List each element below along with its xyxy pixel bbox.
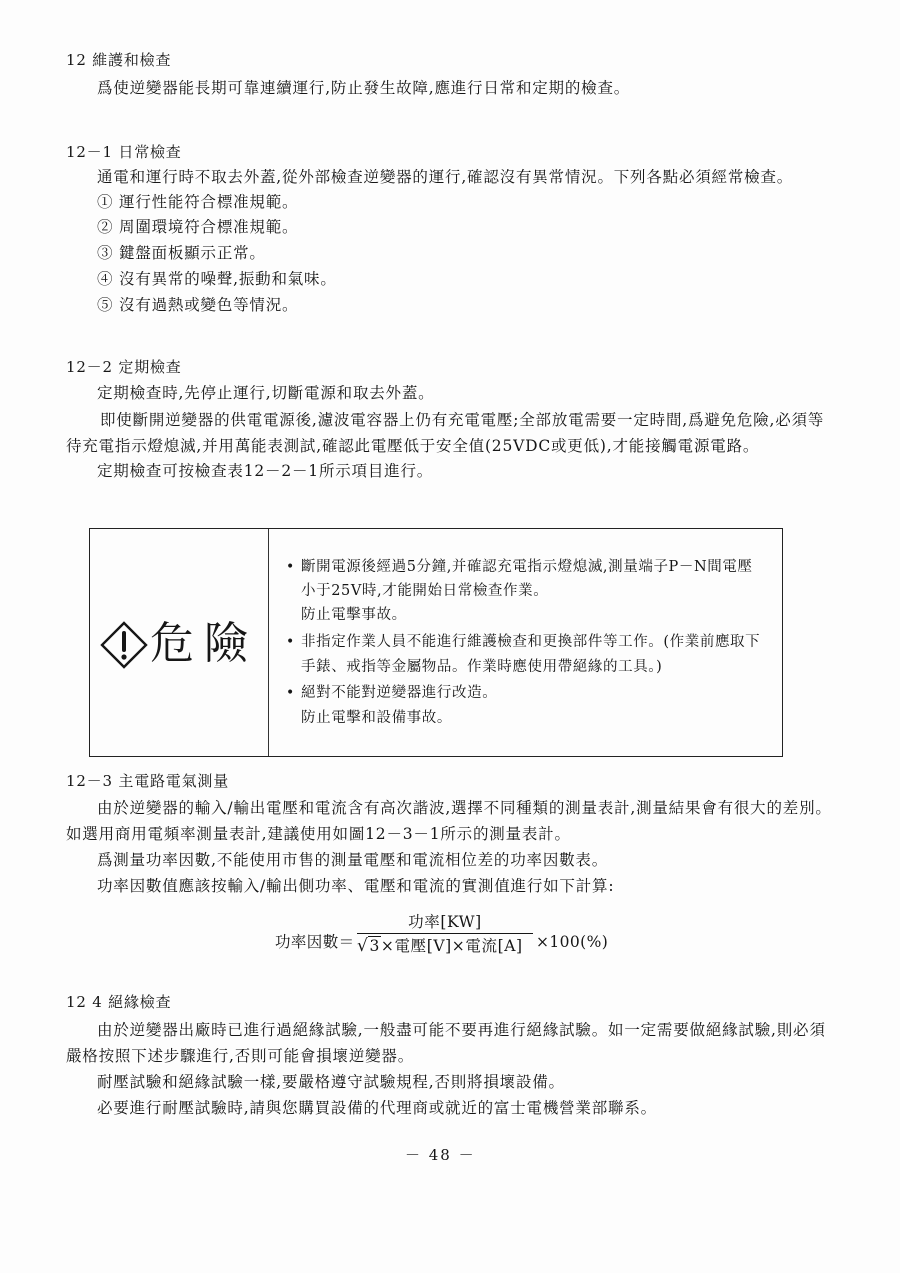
denominator-rest: ×電壓[V]×電流[A] xyxy=(380,937,523,955)
danger-warning-box xyxy=(89,528,783,757)
formula-factor: ×100(%) xyxy=(536,933,609,951)
chapter-intro: 爲使逆變器能長期可靠連續運行,防止發生故障,應進行日常和定期的檢查。 xyxy=(97,79,631,97)
fraction-bar xyxy=(357,933,533,934)
formula-fraction xyxy=(357,912,533,956)
warning-line: 手錶、戒指等金屬物品。作業時應使用帶絕緣的工具。) xyxy=(301,659,663,675)
page-number: － 48 － xyxy=(405,1146,476,1164)
paragraph-line: 功率因數值應該按輸入/輸出側功率、電壓和電流的實測值進行如下計算: xyxy=(97,877,615,895)
warning-diamond-icon xyxy=(100,621,148,669)
paragraph-line: 由於逆變器出廠時已進行過絕緣試驗,一般盡可能不要再進行絕緣試驗。如一定需要做絕緣試驗,則必須 xyxy=(97,1021,826,1039)
formula-numerator: 功率[KW] xyxy=(408,913,482,931)
warning-line: 防止電擊事故。 xyxy=(301,607,407,623)
paragraph-line: 即使斷開逆變器的供電電源後,濾波電容器上仍有充電電壓;全部放電需要一定時間,爲避免危險,必須等 xyxy=(100,411,825,429)
sqrt-radicand: 3 xyxy=(369,937,380,955)
section-heading-measurement: 12－3 主電路電氣測量 xyxy=(66,772,229,790)
section-heading-periodic: 12－2 定期檢查 xyxy=(66,358,182,376)
formula-lhs: 功率因數＝ xyxy=(275,933,355,951)
warning-line: 非指定作業人員不能進行維護檢查和更換部件等工作。(作業前應取下 xyxy=(301,634,761,650)
checklist-item: ① 運行性能符合標准規範。 xyxy=(97,193,299,211)
paragraph-line: 嚴格按照下述步驟進行,否則可能會損壞逆變器。 xyxy=(66,1047,415,1065)
sqrt-symbol: √ xyxy=(357,936,369,956)
paragraph-line: 必要進行耐壓試驗時,請與您購買設備的代理商或就近的富士電機營業部聯系。 xyxy=(97,1099,657,1117)
checklist-item: ⑤ 沒有過熱或變色等情況。 xyxy=(97,296,299,314)
paragraph-line: 由於逆變器的輸入/輸出電壓和電流含有高次諧波,選擇不同種類的測量表計,測量結果會有很大的差別。 xyxy=(97,799,832,817)
paragraph-line: 爲測量功率因數,不能使用市售的測量電壓和電流相位差的功率因數表。 xyxy=(97,851,609,869)
paragraph-line: 定期檢查時,先停止運行,切斷電源和取去外蓋。 xyxy=(97,384,435,402)
danger-label: 危險 xyxy=(150,618,258,669)
paragraph-line: 耐壓試驗和絕緣試驗一樣,要嚴格遵守試驗規程,否則將損壞設備。 xyxy=(97,1073,565,1091)
paragraph-line: 定期檢查可按檢查表12－2－1所示項目進行。 xyxy=(97,462,434,480)
section-heading-insulation: 12 4 絕緣檢查 xyxy=(66,993,172,1011)
daily-text: 通電和運行時不取去外蓋,從外部檢查逆變器的運行,確認沒有異常情況。下列各點必須經常檢查。 xyxy=(97,168,794,186)
warning-line: 斷開電源後經過5分鐘,并確認充電指示燈熄滅,測量端子P－N間電壓 xyxy=(301,559,753,575)
checklist-item: ④ 沒有異常的噪聲,振動和氣味。 xyxy=(97,270,337,288)
warning-line: 防止電擊和設備事故。 xyxy=(301,710,452,726)
bullet-symbol: • xyxy=(286,559,295,575)
chapter-heading: 12 維護和檢查 xyxy=(66,51,172,69)
formula-denominator xyxy=(357,936,533,956)
paragraph-line: 如選用商用電頻率測量表計,建議使用如圖12－3－1所示的測量表計。 xyxy=(66,825,571,843)
section-heading-daily: 12－1 日常檢查 xyxy=(66,143,182,161)
checklist-item: ② 周圍環境符合標准規範。 xyxy=(97,218,299,236)
bullet-symbol: • xyxy=(286,685,295,701)
paragraph-line: 待充電指示燈熄滅,并用萬能表測試,確認此電壓低于安全值(25VDC或更低),才能接觸電源電路。 xyxy=(66,437,760,455)
checklist-item: ③ 鍵盤面板顯示正常。 xyxy=(97,244,266,262)
warning-line: 絕對不能對逆變器進行改造。 xyxy=(301,685,498,701)
box-divider xyxy=(268,529,269,756)
bullet-symbol: • xyxy=(286,634,295,650)
warning-line: 小于25V時,才能開始日常檢查作業。 xyxy=(301,583,549,599)
